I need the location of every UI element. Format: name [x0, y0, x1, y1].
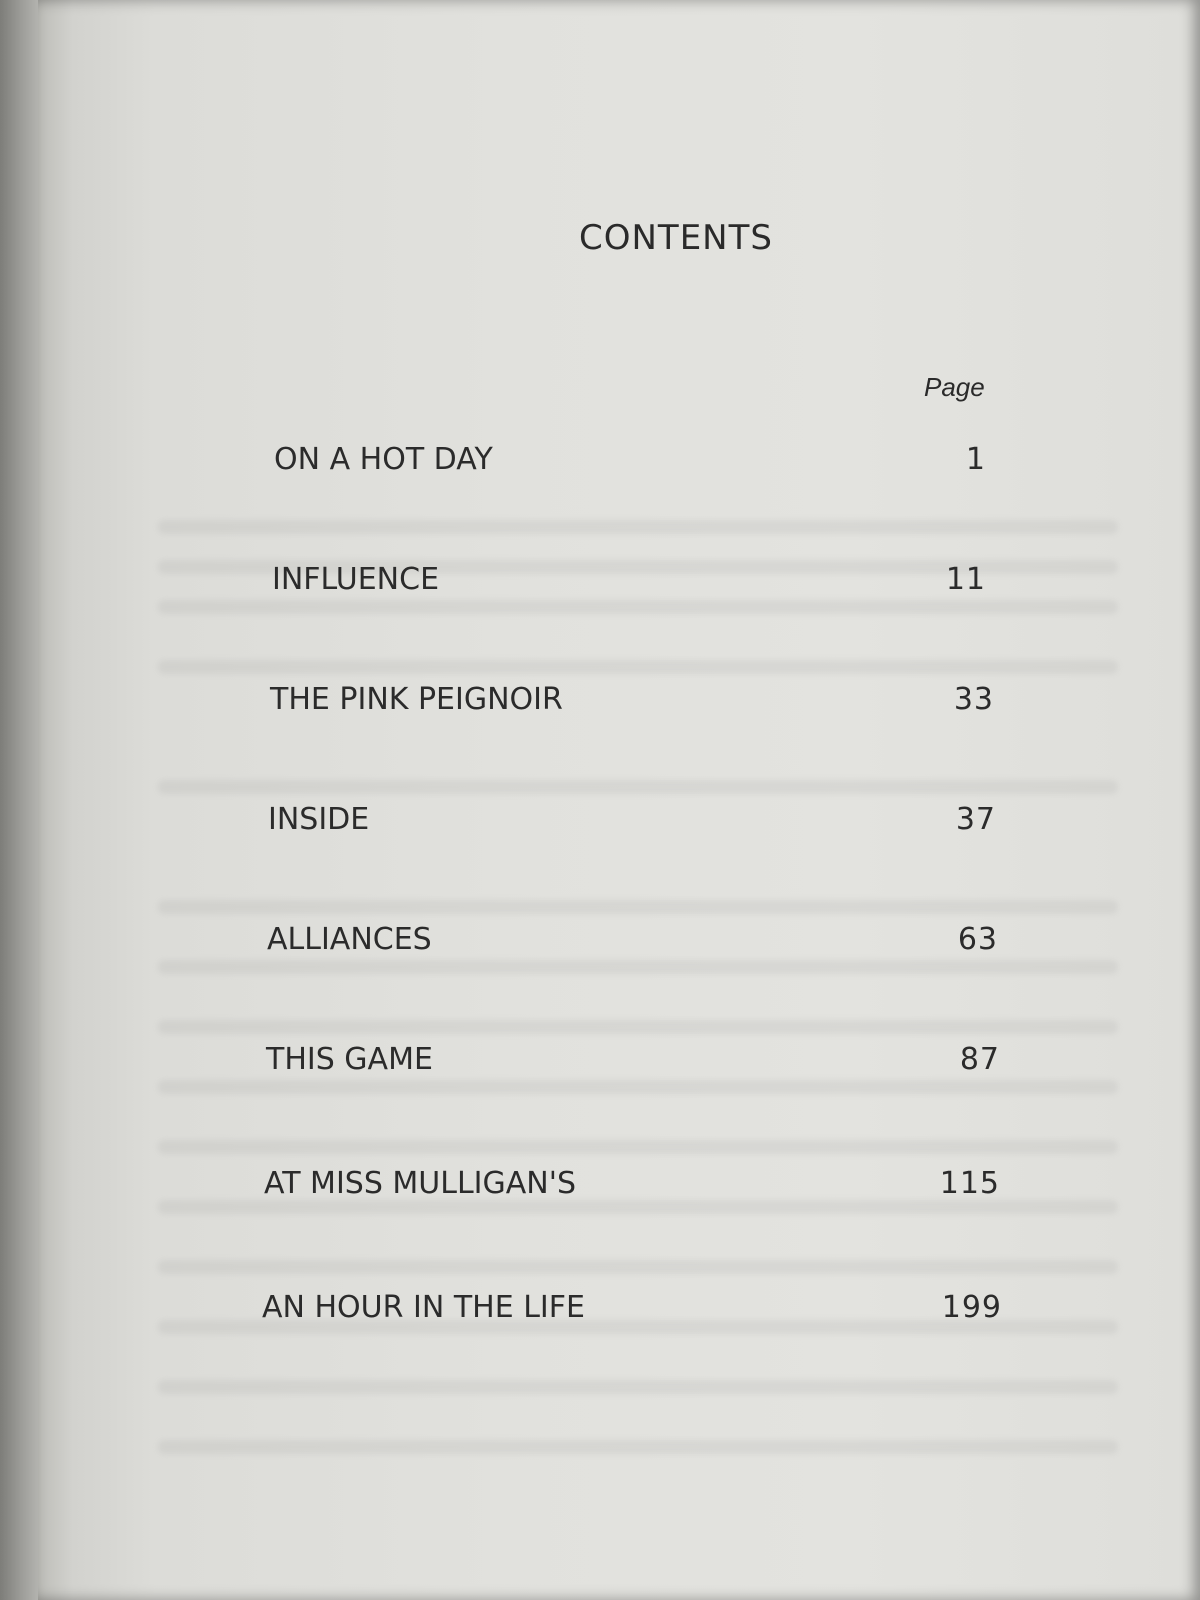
toc-entry-title: AT MISS MULLIGAN'S — [264, 1166, 577, 1201]
bleed-through-text — [158, 660, 1118, 674]
toc-entry-page: 1 — [965, 442, 986, 477]
toc-entry-title: THIS GAME — [266, 1042, 433, 1077]
toc-entry-title: ALLIANCES — [267, 922, 432, 957]
toc-entry-title: THE PINK PEIGNOIR — [270, 682, 563, 717]
bleed-through-text — [158, 1440, 1118, 1454]
toc-entry-page: 87 — [959, 1042, 1000, 1077]
toc-entry-title: ON A HOT DAY — [274, 442, 493, 477]
bleed-through-text — [158, 780, 1118, 794]
bleed-through-text — [158, 1260, 1118, 1274]
toc-entry — [38, 1166, 1200, 1206]
toc-entry — [38, 562, 1200, 602]
bleed-through-text — [158, 520, 1118, 534]
toc-entry — [38, 682, 1200, 722]
toc-entry-page: 199 — [941, 1290, 1002, 1325]
bleed-through-text — [158, 1020, 1118, 1034]
toc-entry-page: 33 — [953, 682, 994, 717]
bleed-through-text — [158, 1380, 1118, 1394]
toc-entry-page: 63 — [957, 922, 998, 957]
toc-entry — [38, 1290, 1200, 1330]
toc-entry-page: 11 — [945, 562, 986, 597]
toc-entry — [38, 442, 1200, 482]
page-column-label: Page — [924, 372, 985, 402]
toc-entry-page: 37 — [955, 802, 996, 837]
toc-entry — [38, 922, 1200, 962]
bleed-through-text — [158, 600, 1118, 614]
contents-heading: CONTENTS — [579, 218, 773, 258]
toc-entry-title: INFLUENCE — [272, 562, 440, 597]
book-gutter — [0, 0, 38, 1600]
bleed-through-text — [158, 1080, 1118, 1094]
toc-entry — [38, 1042, 1200, 1082]
bleed-through-text — [158, 960, 1118, 974]
toc-entry — [38, 802, 1200, 842]
bleed-through-text — [158, 900, 1118, 914]
toc-entry-page: 115 — [939, 1166, 1000, 1201]
toc-entry-title: AN HOUR IN THE LIFE — [262, 1290, 585, 1325]
book-page — [38, 0, 1200, 1600]
toc-entry-title: INSIDE — [268, 802, 370, 837]
bleed-through-text — [158, 1140, 1118, 1154]
